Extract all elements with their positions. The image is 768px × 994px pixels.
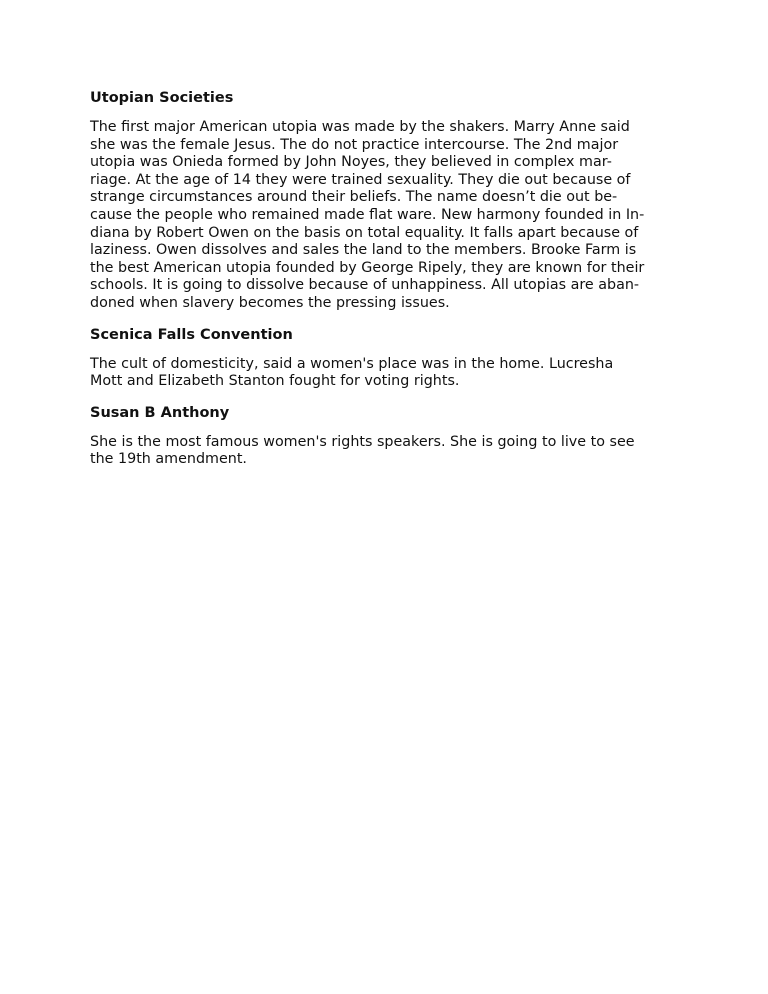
paragraph-line: diana by Robert Owen on the basis on total equality. It falls apart because of — [90, 224, 639, 241]
paragraph-line: she was the female Jesus. The do not practice intercourse. The 2nd major — [90, 136, 619, 153]
section-paragraph — [90, 356, 690, 391]
document-body — [90, 88, 690, 481]
paragraph-line: laziness. Owen dissolves and sales the land to the members. Brooke Farm is — [90, 242, 637, 259]
section-heading: Susan B Anthony — [90, 404, 230, 421]
paragraph-line: strange circumstances around their beliefs. The name doesn’t die out be- — [90, 189, 618, 206]
paragraph-line: doned when slavery becomes the pressing issues. — [90, 294, 450, 311]
paragraph-line: cause the people who remained made flat ware. New harmony founded in In- — [90, 206, 645, 223]
paragraph-line: Mott and Elizabeth Stanton fought for voting rights. — [90, 373, 460, 390]
paragraph-line: utopia was Onieda formed by John Noyes, they believed in complex mar- — [90, 154, 612, 171]
paragraph-line: The cult of domesticity, said a women's place was in the home. Lucresha — [90, 355, 614, 372]
paragraph-line: schools. It is going to dissolve because of unhappiness. All utopias are aban- — [90, 277, 640, 294]
paragraph-line: The first major American utopia was made by the shakers. Marry Anne said — [90, 119, 630, 135]
section-seneca-falls — [90, 325, 690, 391]
paragraph-line: riage. At the age of 14 they were trained sexuality. They die out because of — [90, 171, 631, 188]
section-heading: Scenica Falls Convention — [90, 326, 293, 343]
paragraph-line: the best American utopia founded by George Ripely, they are known for their — [90, 259, 645, 276]
section-heading: Utopian Societies — [90, 90, 234, 106]
section-susan-b-anthony — [90, 403, 690, 469]
paragraph-line: She is the most famous women's rights speakers. She is going to live to see — [90, 433, 635, 450]
section-utopian-societies — [90, 88, 690, 313]
section-paragraph — [90, 119, 690, 313]
paragraph-line: the 19th amendment. — [90, 451, 247, 468]
section-paragraph — [90, 434, 690, 469]
